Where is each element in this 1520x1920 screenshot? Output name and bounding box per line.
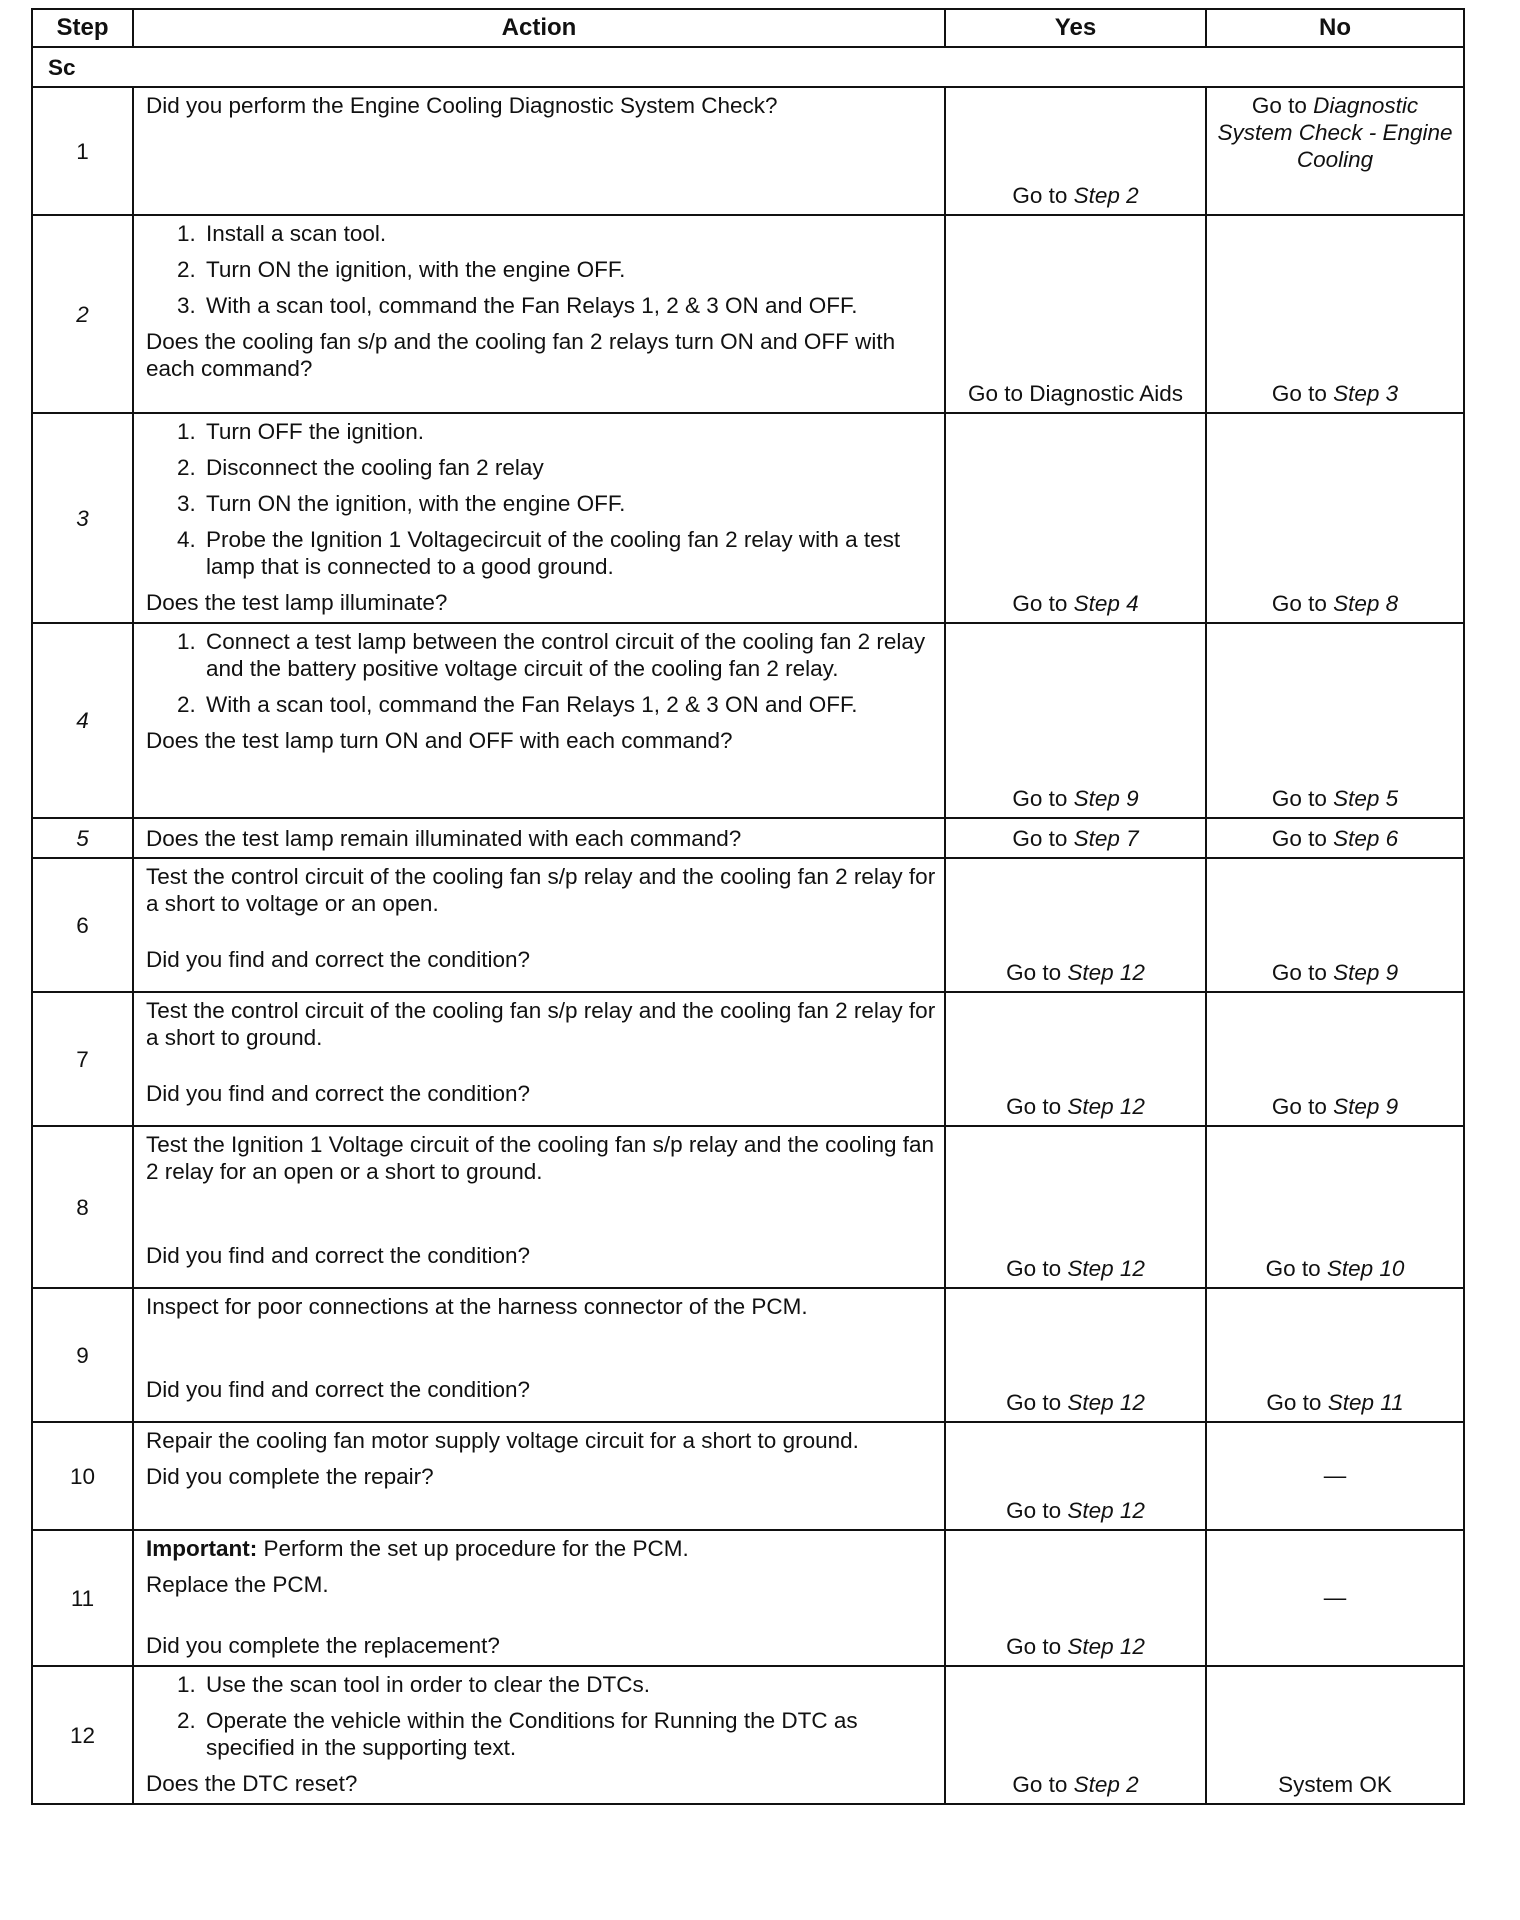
yes-prefix: Go to xyxy=(1012,1772,1074,1797)
action-cell xyxy=(133,858,945,992)
step-number: 5 xyxy=(32,818,133,858)
substep-list xyxy=(146,1671,936,1761)
substep-list xyxy=(146,628,936,718)
yes-link[interactable]: Step 12 xyxy=(1067,1498,1145,1523)
substep: 2. With a scan tool, command the Fan Relays 1, 2 & 3 ON and OFF. xyxy=(202,691,936,718)
no-cell xyxy=(1206,992,1464,1126)
yes-link[interactable]: Step 7 xyxy=(1073,825,1139,851)
no-cell xyxy=(1206,1126,1464,1288)
header-no: No xyxy=(1206,9,1464,47)
question: Did you complete the replacement? xyxy=(146,1633,500,1658)
yes-prefix: Go to xyxy=(1006,1498,1068,1523)
yes-link[interactable]: Step 12 xyxy=(1067,1634,1145,1659)
action-cell xyxy=(133,1530,945,1666)
section-label: Sc xyxy=(32,47,1464,87)
no-prefix: Go to xyxy=(1251,93,1314,118)
action-cell xyxy=(133,215,945,413)
step-number: 11 xyxy=(32,1530,133,1666)
no-prefix: Go to xyxy=(1271,381,1334,406)
no-link[interactable]: Diagnostic System Check - Engine Cooling xyxy=(1217,93,1453,172)
step-number: 2 xyxy=(32,215,133,413)
table-row xyxy=(32,87,1464,215)
substep: 1. Install a scan tool. xyxy=(202,220,936,247)
substep: 3. With a scan tool, command the Fan Relays 1, 2 & 3 ON and OFF. xyxy=(202,292,936,319)
yes-prefix: Go to xyxy=(1006,1634,1068,1659)
no-link[interactable]: Step 11 xyxy=(1327,1390,1404,1415)
step-number: 8 xyxy=(32,1126,133,1288)
question: Did you complete the repair? xyxy=(146,1464,434,1489)
no-prefix: Go to xyxy=(1265,1256,1327,1281)
yes-cell xyxy=(945,858,1206,992)
no-dash: — xyxy=(1323,1585,1347,1610)
no-link[interactable]: Step 9 xyxy=(1333,1094,1399,1119)
yes-cell xyxy=(945,1126,1206,1288)
question: Did you find and correct the condition? xyxy=(146,1081,530,1106)
yes-cell xyxy=(945,1666,1206,1804)
section-row xyxy=(32,47,1464,87)
table-row xyxy=(32,1666,1464,1804)
yes-prefix: Go to xyxy=(1006,1256,1068,1281)
instruction: Test the Ignition 1 Voltage circuit of the cooling fan s/p relay and the cooling fan 2 relay for an open or a short to ground. xyxy=(146,1132,935,1184)
question: Does the test lamp remain illuminated with each command? xyxy=(146,825,742,851)
step-number: 10 xyxy=(32,1422,133,1530)
yes-cell xyxy=(945,215,1206,413)
action-cell xyxy=(133,1288,945,1422)
yes-prefix: Go to xyxy=(1006,960,1068,985)
instruction: Repair the cooling fan motor supply voltage circuit for a short to ground. xyxy=(146,1428,859,1453)
table-row xyxy=(32,1126,1464,1288)
no-prefix: Go to xyxy=(1271,591,1334,616)
important-text: Perform the set up procedure for the PCM. xyxy=(257,1536,689,1561)
question: Does the test lamp turn ON and OFF with each command? xyxy=(146,728,733,753)
yes-prefix: Go to xyxy=(1012,591,1074,616)
no-prefix: Go to xyxy=(1271,786,1334,811)
substep: 1. Use the scan tool in order to clear the DTCs. xyxy=(202,1671,936,1698)
action-cell xyxy=(133,818,945,858)
table-row xyxy=(32,992,1464,1126)
no-link[interactable]: Step 8 xyxy=(1333,591,1399,616)
action-cell xyxy=(133,1422,945,1530)
question: Did you find and correct the condition? xyxy=(146,1243,530,1268)
yes-link[interactable]: Step 4 xyxy=(1073,591,1139,616)
action-cell xyxy=(133,1666,945,1804)
instruction: Test the control circuit of the cooling fan s/p relay and the cooling fan 2 relay for a short to ground. xyxy=(146,998,936,1050)
action-cell xyxy=(133,413,945,623)
no-cell xyxy=(1206,1666,1464,1804)
table-row xyxy=(32,858,1464,992)
important-label: Important: xyxy=(146,1536,258,1561)
step-number: 7 xyxy=(32,992,133,1126)
yes-text[interactable]: Go to Diagnostic Aids xyxy=(967,381,1184,406)
yes-prefix: Go to xyxy=(1006,1094,1068,1119)
question: Did you perform the Engine Cooling Diagnostic System Check? xyxy=(146,93,778,118)
no-cell xyxy=(1206,87,1464,215)
no-prefix: Go to xyxy=(1271,1094,1334,1119)
no-cell xyxy=(1206,623,1464,818)
substep: 4. Probe the Ignition 1 Voltagecircuit of the cooling fan 2 relay with a test lamp that is connected to a good ground. xyxy=(202,526,936,580)
yes-link[interactable]: Step 12 xyxy=(1067,1390,1145,1415)
table-row xyxy=(32,818,1464,858)
action-cell xyxy=(133,87,945,215)
substep: 2. Disconnect the cooling fan 2 relay xyxy=(202,454,936,481)
yes-prefix: Go to xyxy=(1012,825,1074,851)
step-number: 1 xyxy=(32,87,133,215)
no-link[interactable]: Step 10 xyxy=(1326,1256,1405,1281)
question: Does the cooling fan s/p and the cooling fan 2 relays turn ON and OFF with each command? xyxy=(146,329,896,381)
no-link[interactable]: Step 9 xyxy=(1333,960,1399,985)
yes-cell xyxy=(945,992,1206,1126)
table-row xyxy=(32,1288,1464,1422)
no-cell xyxy=(1206,818,1464,858)
yes-link[interactable]: Step 12 xyxy=(1067,1256,1145,1281)
substep: 1. Connect a test lamp between the control circuit of the cooling fan 2 relay and the battery positive voltage circuit of the cooling fan 2 relay. xyxy=(202,628,936,682)
substep-list xyxy=(146,220,936,319)
yes-prefix: Go to xyxy=(1012,183,1074,208)
table-row xyxy=(32,413,1464,623)
question: Did you find and correct the condition? xyxy=(146,947,530,972)
no-prefix: Go to xyxy=(1271,825,1334,851)
table-row xyxy=(32,1422,1464,1530)
yes-link[interactable]: Step 12 xyxy=(1067,1094,1145,1119)
step-number: 4 xyxy=(32,623,133,818)
no-dash: — xyxy=(1323,1463,1347,1488)
no-cell xyxy=(1206,1530,1464,1666)
question: Does the DTC reset? xyxy=(146,1771,358,1796)
no-cell xyxy=(1206,1422,1464,1530)
action-cell xyxy=(133,1126,945,1288)
no-link[interactable]: Step 6 xyxy=(1333,825,1399,851)
no-cell xyxy=(1206,215,1464,413)
substep: 1. Turn OFF the ignition. xyxy=(202,418,936,445)
substep: 3. Turn ON the ignition, with the engine OFF. xyxy=(202,490,936,517)
step-number: 3 xyxy=(32,413,133,623)
no-text: System OK xyxy=(1278,1772,1392,1797)
yes-cell xyxy=(945,1288,1206,1422)
header-action: Action xyxy=(133,9,945,47)
yes-cell xyxy=(945,413,1206,623)
question: Did you find and correct the condition? xyxy=(146,1377,530,1402)
header-row xyxy=(32,9,1464,47)
table-row xyxy=(32,623,1464,818)
substep: 2. Operate the vehicle within the Conditions for Running the DTC as specified in the supporting text. xyxy=(202,1707,936,1761)
action-cell xyxy=(133,623,945,818)
yes-cell xyxy=(945,623,1206,818)
table-row xyxy=(32,1530,1464,1666)
yes-cell xyxy=(945,818,1206,858)
diagnostic-table xyxy=(31,8,1465,1805)
instruction: Inspect for poor connections at the harness connector of the PCM. xyxy=(146,1294,808,1319)
yes-prefix: Go to xyxy=(1006,1390,1068,1415)
yes-cell xyxy=(945,87,1206,215)
instruction: Test the control circuit of the cooling fan s/p relay and the cooling fan 2 relay for a short to voltage or an open. xyxy=(146,864,936,916)
step-number: 9 xyxy=(32,1288,133,1422)
step-number: 12 xyxy=(32,1666,133,1804)
yes-link[interactable]: Step 2 xyxy=(1073,183,1139,208)
substep-list xyxy=(146,418,936,580)
substep: 2. Turn ON the ignition, with the engine OFF. xyxy=(202,256,936,283)
no-prefix: Go to xyxy=(1266,1390,1328,1415)
action-cell xyxy=(133,992,945,1126)
yes-link[interactable]: Step 2 xyxy=(1073,1772,1139,1797)
no-link[interactable]: Step 5 xyxy=(1333,786,1399,811)
no-cell xyxy=(1206,858,1464,992)
no-cell xyxy=(1206,1288,1464,1422)
yes-link[interactable]: Step 9 xyxy=(1073,786,1139,811)
header-yes: Yes xyxy=(945,9,1206,47)
yes-prefix: Go to xyxy=(1012,786,1074,811)
yes-cell xyxy=(945,1530,1206,1666)
no-cell xyxy=(1206,413,1464,623)
yes-cell xyxy=(945,1422,1206,1530)
no-prefix: Go to xyxy=(1271,960,1334,985)
yes-link[interactable]: Step 12 xyxy=(1067,960,1145,985)
table-row xyxy=(32,215,1464,413)
no-link[interactable]: Step 3 xyxy=(1333,381,1399,406)
question: Does the test lamp illuminate? xyxy=(146,590,448,615)
step-number: 6 xyxy=(32,858,133,992)
header-step: Step xyxy=(32,9,133,47)
instruction: Replace the PCM. xyxy=(146,1572,329,1597)
